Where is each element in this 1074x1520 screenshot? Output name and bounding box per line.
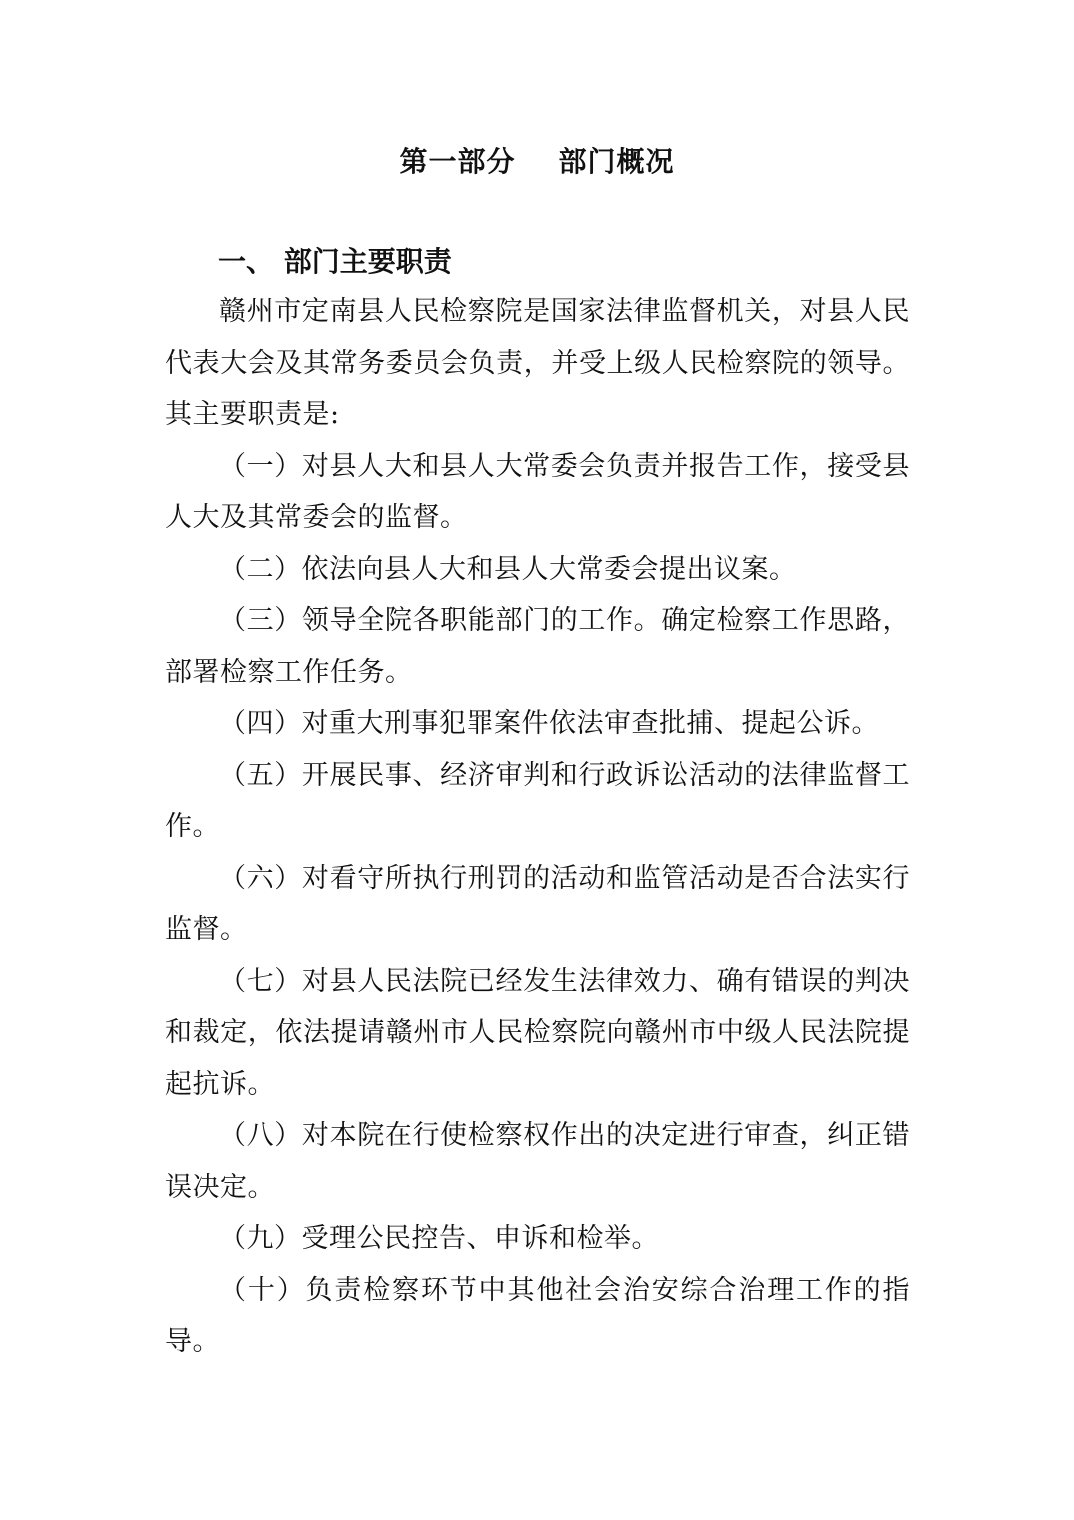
paragraph-item-8: （八）对本院在行使检察权作出的决定进行审查，纠正错误决定。 [165, 1120, 910, 1203]
body-text [165, 286, 910, 1368]
paragraph-item-4: （四）对重大刑事犯罪案件依法审查批捕、提起公诉。 [219, 708, 879, 739]
page-title: 第一部分 部门概况 [399, 145, 675, 178]
section-heading: 一、 部门主要职责 [218, 245, 452, 278]
paragraph-item-2: （二）依法向县人大和县人大常委会提出议案。 [219, 553, 797, 585]
paragraph-item-5: （五）开展民事、经济审判和行政诉讼活动的法律监督工作。 [165, 759, 910, 842]
paragraph-item-3: （三）领导全院各职能部门的工作。确定检察工作思路，部署检察工作任务。 [165, 605, 910, 688]
paragraph-item-10: （十）负责检察环节中其他社会治安综合治理工作的指导。 [165, 1274, 910, 1357]
paragraph-item-9: （九）受理公民控告、申诉和检举。 [219, 1223, 659, 1254]
paragraph-item-7: （七）对县人民法院已经发生法律效力、确有错误的判决和裁定，依法提请赣州市人民检察院向赣州市中级人民法院提起抗诉。 [165, 965, 910, 1100]
paragraph-item-1: （一）对县人大和县人大常委会负责并报告工作，接受县人大及其常委会的监督。 [165, 450, 910, 533]
paragraph-item-6: （六）对看守所执行刑罚的活动和监管活动是否合法实行监督。 [165, 862, 910, 945]
paragraph-intro: 赣州市定南县人民检察院是国家法律监督机关，对县人民代表大会及其常务委员会负责，并受上级人民检察院的领导。其主要职责是: [165, 296, 910, 430]
